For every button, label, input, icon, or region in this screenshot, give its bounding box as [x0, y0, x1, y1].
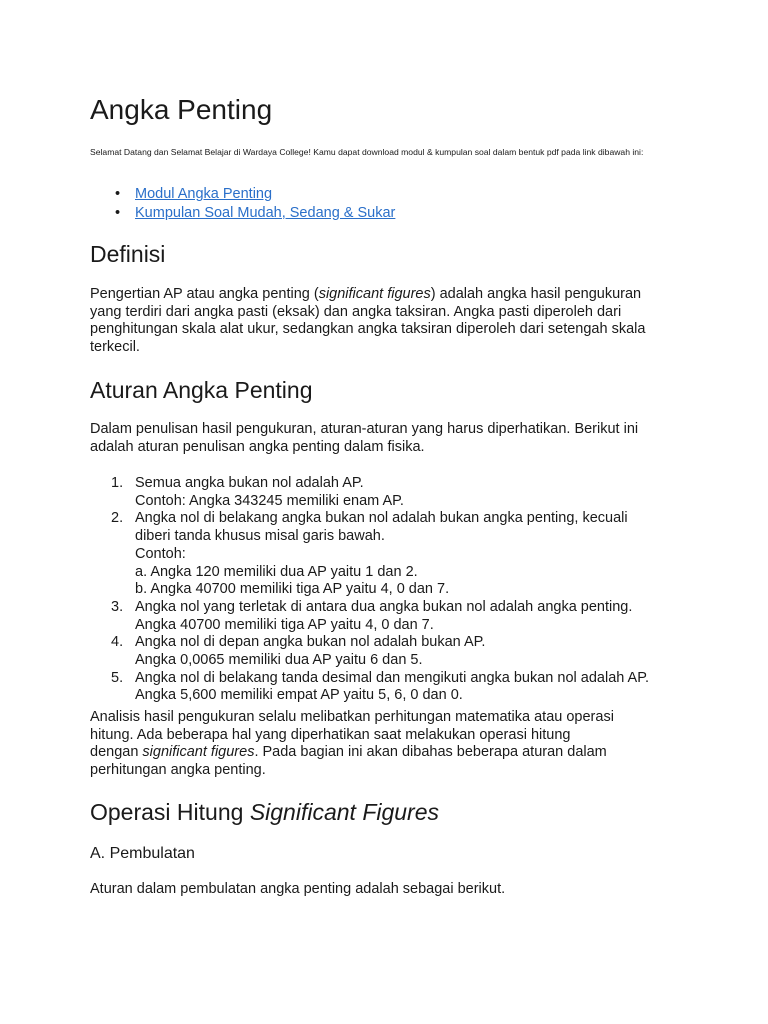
- list-item: [90, 185, 395, 204]
- rule-line: diberi tanda khusus misal garis bawah.: [135, 528, 385, 545]
- text-segment: Operasi Hitung: [90, 799, 250, 825]
- rule-number: 2.: [111, 510, 124, 527]
- rule-line: Angka nol yang terletak di antara dua angka bukan nol adalah angka penting.: [135, 598, 633, 615]
- download-links-list: [90, 185, 395, 222]
- aturan-rules-list: [90, 475, 649, 705]
- rule-line: Angka nol di depan angka bukan nol adalah bukan AP.: [135, 634, 486, 651]
- rule-line: a. Angka 120 memiliki dua AP yaitu 1 dan 2.: [135, 563, 418, 580]
- list-item: [90, 204, 395, 223]
- kumpulan-soal-link[interactable]: Kumpulan Soal Mudah, Sedang & Sukar: [135, 204, 396, 221]
- text-segment: Pengertian AP atau angka penting (: [90, 286, 319, 302]
- definisi-paragraph: [90, 286, 690, 357]
- rule-item: [90, 634, 649, 669]
- analisis-line-3: [90, 744, 690, 762]
- definisi-heading: Definisi: [90, 241, 166, 267]
- definisi-line-3: penghitungan skala alat ukur, sedangkan angka taksiran diperoleh dari setengah skala: [90, 321, 646, 338]
- text-segment: dengan: [90, 744, 143, 761]
- emphasis-text: significant figures: [318, 286, 431, 302]
- aturan-intro-line-1: Dalam penulisan hasil pengukuran, aturan-aturan yang harus diperhatikan. Berikut ini: [90, 421, 639, 437]
- page-title: Angka Penting: [90, 94, 273, 125]
- bullet: •: [115, 204, 121, 221]
- analisis-line-1: Analisis hasil pengukuran selalu melibatkan perhitungan matematika atau operasi: [90, 709, 614, 725]
- analisis-paragraph: [90, 709, 690, 780]
- rule-number: 3.: [111, 598, 124, 615]
- analisis-line-2: hitung. Ada beberapa hal yang diperhatikan saat melakukan operasi hitung: [90, 726, 571, 743]
- rule-line: Contoh: Angka 343245 memiliki enam AP.: [135, 492, 404, 509]
- rule-number: 4.: [111, 634, 124, 651]
- rule-line: Contoh:: [135, 545, 186, 562]
- rule-line: Semua angka bukan nol adalah AP.: [135, 475, 364, 491]
- text-segment: . Pada bagian ini akan dibahas beberapa aturan dalam: [254, 744, 607, 761]
- aturan-intro-paragraph: [90, 421, 690, 456]
- aturan-heading: Aturan Angka Penting: [90, 377, 313, 403]
- rule-line: Angka nol di belakang angka bukan nol adalah bukan angka penting, kecuali: [135, 510, 628, 527]
- emphasis-text: Significant Figures: [249, 799, 440, 825]
- rule-line: Angka nol di belakang tanda desimal dan mengikuti angka bukan nol adalah AP.: [135, 669, 650, 686]
- rule-line: Angka 40700 memiliki tiga AP yaitu 4, 0 dan 7.: [135, 616, 434, 633]
- definisi-line-4: terkecil.: [90, 339, 140, 356]
- rule-line: Angka 0,0065 memiliki dua AP yaitu 6 dan 5.: [135, 652, 423, 669]
- modul-angka-penting-link[interactable]: Modul Angka Penting: [135, 186, 273, 202]
- rule-item: [90, 670, 649, 705]
- definisi-line-2: yang terdiri dari angka pasti (eksak) dan angka taksiran. Angka pasti diperoleh dari: [90, 303, 622, 320]
- operasi-heading: [90, 798, 439, 826]
- analisis-line-4: perhitungan angka penting.: [90, 762, 266, 779]
- rule-item: [90, 475, 649, 510]
- emphasis-text: significant figures: [142, 744, 255, 761]
- definisi-line-1: [90, 286, 690, 304]
- aturan-intro-line-2: adalah aturan penulisan angka penting dalam fisika.: [90, 438, 425, 455]
- pembulatan-paragraph: Aturan dalam pembulatan angka penting adalah sebagai berikut.: [90, 881, 506, 897]
- rule-item: [90, 510, 649, 599]
- text-segment: ) adalah angka hasil pengukuran: [430, 286, 642, 302]
- bullet: •: [115, 186, 121, 202]
- rule-item: [90, 599, 649, 634]
- pembulatan-heading: A. Pembulatan: [90, 845, 195, 862]
- rule-number: 5.: [111, 669, 124, 686]
- rule-line: b. Angka 40700 memiliki tiga AP yaitu 4, 0 dan 7.: [135, 581, 450, 598]
- intro-text: Selamat Datang dan Selamat Belajar di Wardaya College! Kamu dapat download modul & kumpulan soal dalam bentuk pdf pada link dibawah ini:: [90, 147, 644, 157]
- rule-number: 1.: [111, 475, 124, 491]
- rule-line: Angka 5,600 memiliki empat AP yaitu 5, 6, 0 dan 0.: [135, 687, 463, 704]
